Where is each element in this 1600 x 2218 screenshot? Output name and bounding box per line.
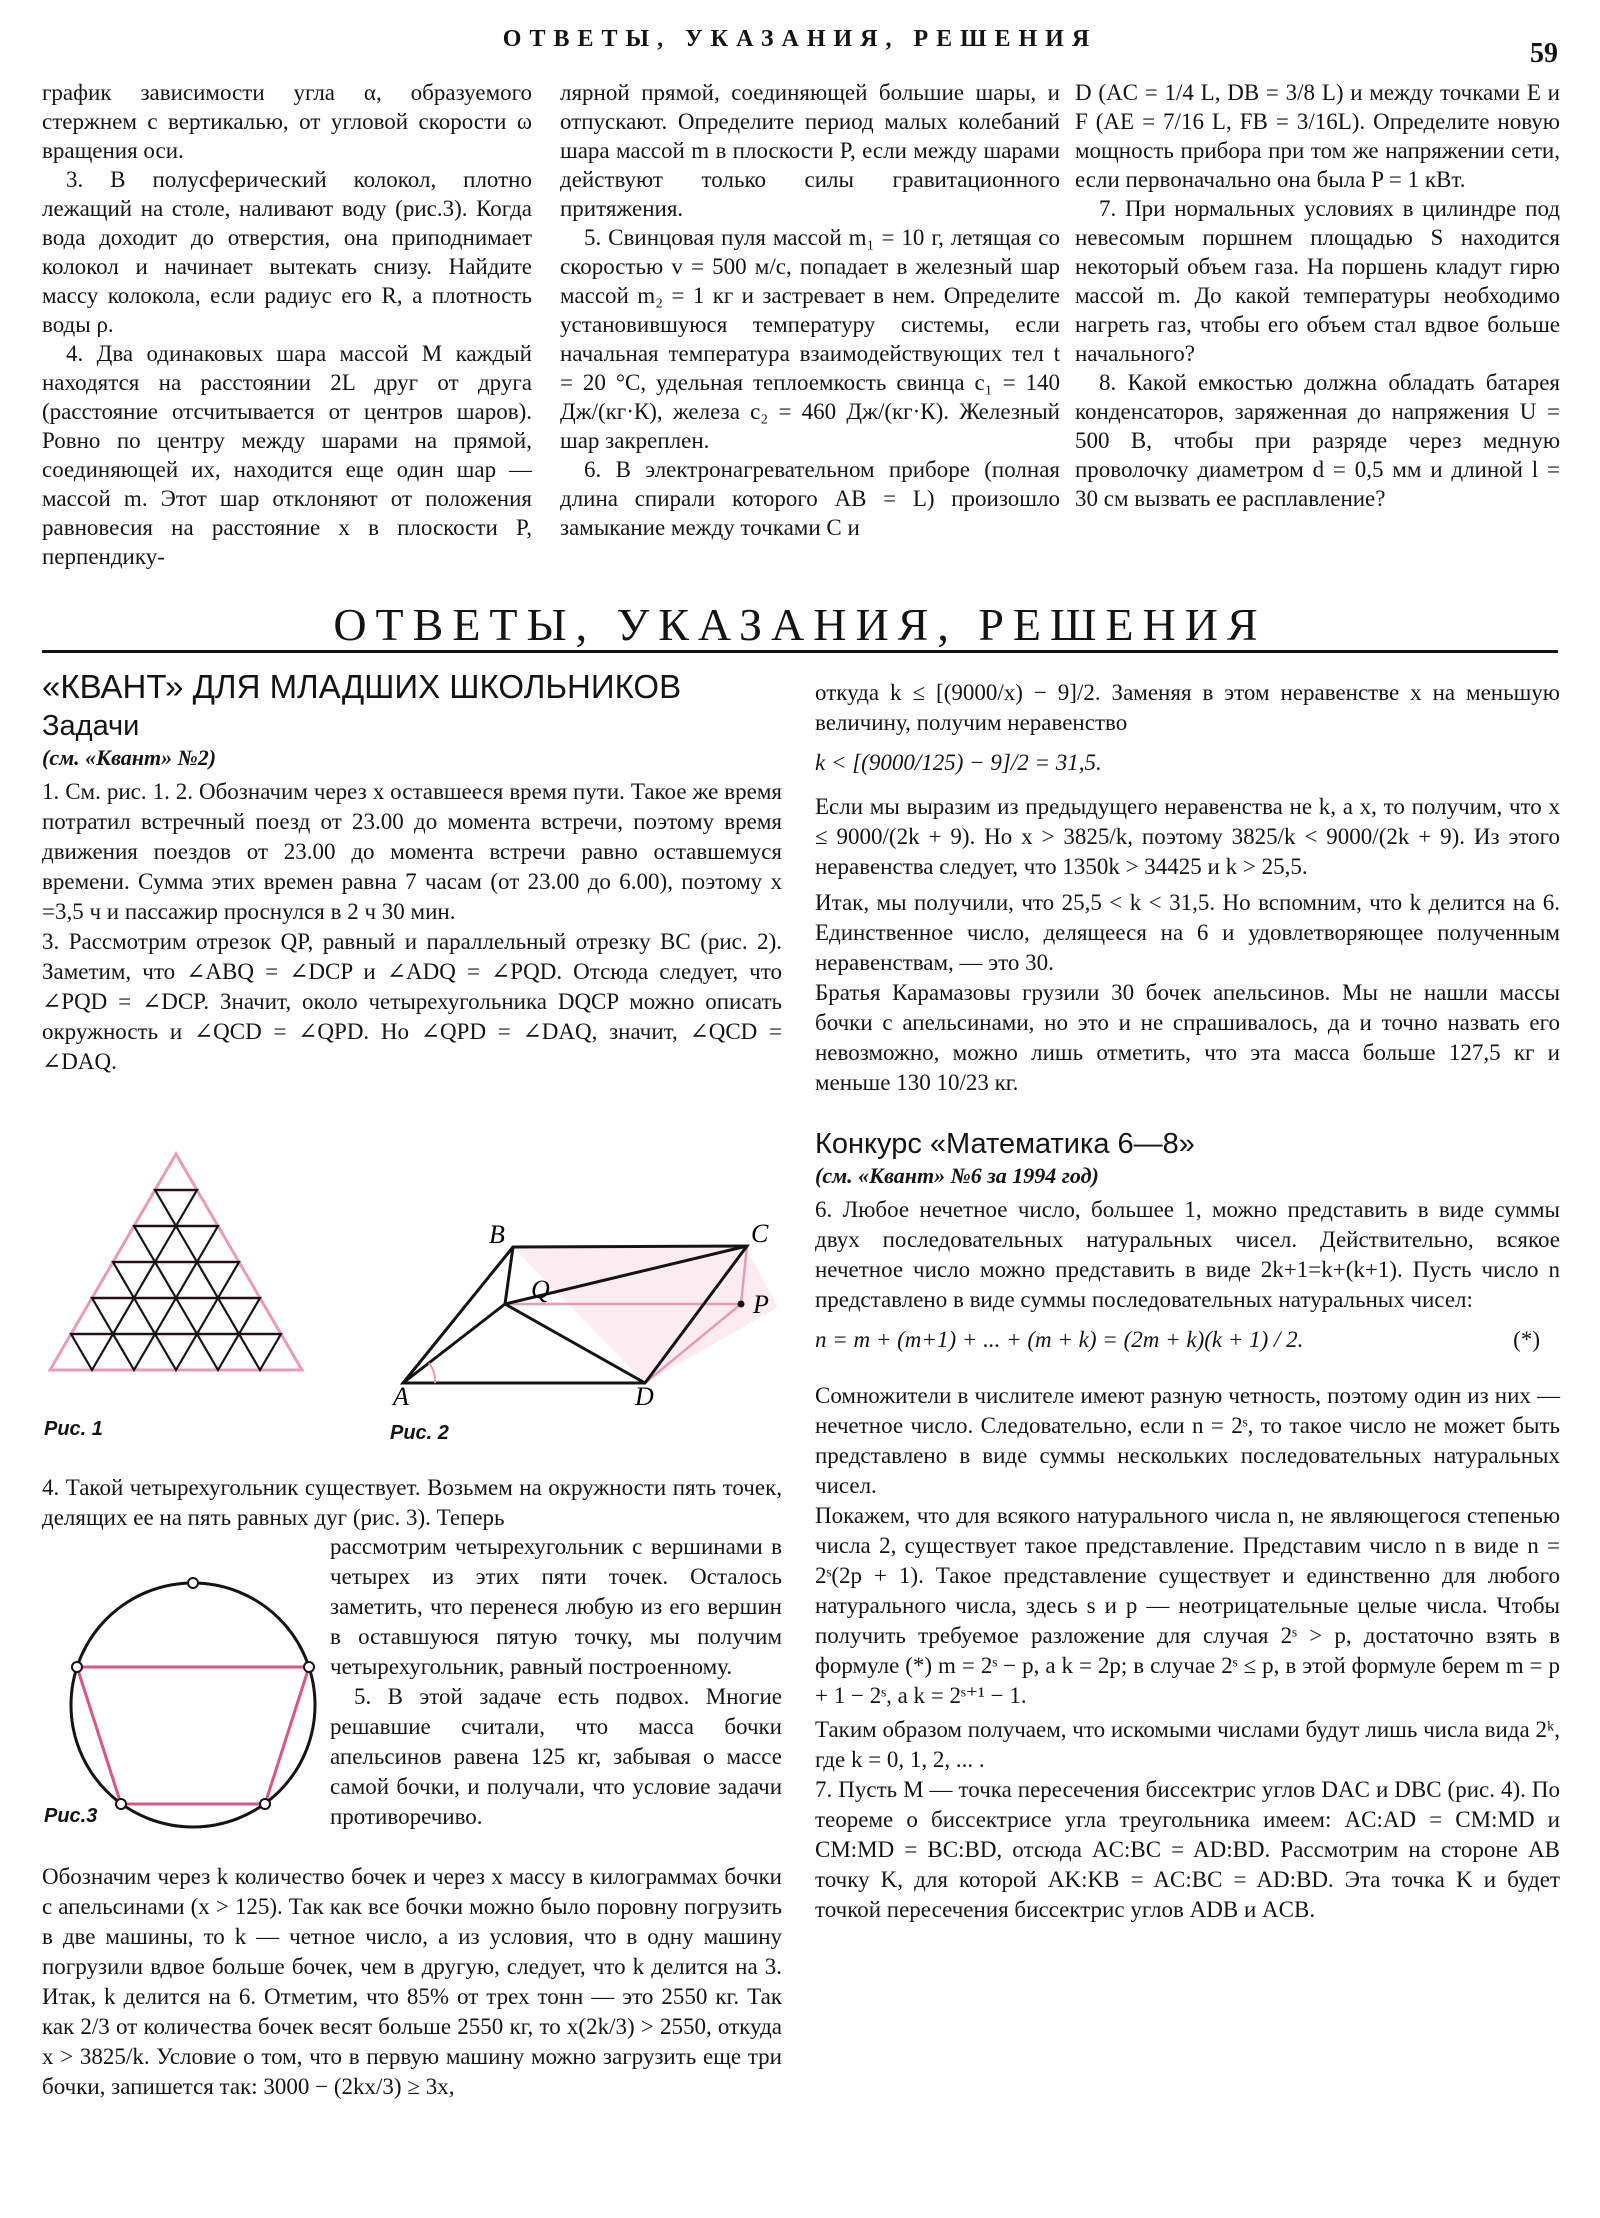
answer-4-intro bbox=[42, 1473, 782, 1533]
top-col2-para-3: 6. В электронагревательном приборе (полная длина спирали которого AB = L) произошло замыкание между точками C и bbox=[560, 457, 1060, 540]
quadrilateral bbox=[77, 1667, 309, 1804]
answer-6-parity: Сомножители в числителе имеют разную четность, поэтому один из них — нечетное число. Следовательно, если n = 2ˢ, то такое число не может быть представлено в виде суммы нескольких последовательных натуральных чисел. bbox=[815, 1383, 1560, 1498]
answer-5-intro: 5. В этой задаче есть подвох. Многие решавшие считали, что масса бочки апельсинов равена 125 кг, забывая о массе самой бочки, и получали, что условие задачи противоречиво. bbox=[330, 1684, 782, 1829]
formula-star-mark: (*) bbox=[1513, 1327, 1540, 1352]
small-triangle bbox=[176, 1226, 218, 1262]
small-triangle bbox=[113, 1262, 155, 1298]
answer-5-conclusion: Итак, мы получили, что 25,5 < k < 31,5. Но вспомним, что k делится на 6. Единственное число, делящееся на 6 и удовлетворяющее полученным неравенствам, — это 30. bbox=[815, 890, 1560, 975]
label-q: Q bbox=[531, 1275, 550, 1304]
label-b: B bbox=[489, 1220, 505, 1249]
top-column-3 bbox=[1075, 78, 1560, 513]
figure-3-caption: Рис.3 bbox=[44, 1805, 98, 1827]
figure-1-triangle-grid bbox=[48, 1148, 310, 1376]
answer-4-rest: рассмотрим четырехугольник с вершинами в четырех из этих пяти точек. Осталось заметить, что перенеся любую из его вершин в оставшуюся пятую точку, мы получим четырехугольник, равный построенному. bbox=[330, 1534, 782, 1679]
answer-6-result: Таким образом получаем, что искомыми числами будут лишь числа вида 2ᵏ, где k = 0, 1, 2, ... . bbox=[815, 1717, 1560, 1772]
small-triangle bbox=[134, 1226, 176, 1262]
title-rule bbox=[42, 650, 1558, 653]
contest-heading: Конкурс «Математика 6—8» bbox=[815, 1128, 1195, 1160]
top-col3-para-1: D (AC = 1/4 L, DB = 3/8 L) и между точками E и F (AE = 7/16 L, FB = 3/16L). Определите новую мощность прибора при том же напряжении сети, если первоначально она была P = 1 кВт. bbox=[1075, 80, 1560, 192]
answer-3: 3. Рассмотрим отрезок QP, равный и параллельный отрезку BC (рис. 2). Заметим, что ∠ABQ = ∠DCP и ∠ADQ = ∠PQD. Отсюда следует, что ∠PQD = ∠DCP. Значит, около четырехугольника DQCP можно описать окружность и ∠QCD = ∠QPD. Но ∠QPD = ∠DAQ, значит, ∠QCD = ∠DAQ. bbox=[42, 929, 782, 1074]
answers-title: ОТВЕТЫ, УКАЗАНИЯ, РЕШЕНИЯ bbox=[333, 599, 1267, 650]
answer-5-x-bound: Если мы выразим из предыдущего неравенства не k, а x, то получим, что x ≤ 9000/(2k + 9). Но x > 3825/k, поэтому 3825/k < 9000/(2k + 9). Из этого неравенства следует, что 1350k > 34425 и k > 25,5. bbox=[815, 794, 1560, 879]
top-col1-para-2: 3. В полусферический колокол, плотно лежащий на столе, наливают воду (рис.3). Когда вода доходит до отверстия, она приподнимает колокол и начинает вытекать снизу. Найдите массу колокола, если радиус его R, а плотность воды ρ. bbox=[42, 167, 532, 337]
small-triangle bbox=[92, 1298, 134, 1334]
figure-2-shaded-region bbox=[513, 1247, 778, 1383]
answer-5-body: Обозначим через k количество бочек и через x массу в килограммах бочки с апельсинами (x > 125). Так как все бочки можно было поровну погрузить в две машины, то k — четное число, а из условия, что в одну машину погрузили вдвое больше бочек, чем в другую, следует, что k делится на 3. Итак, k делится на 6. Отметим, что 85% от трех тонн — это 2550 кг. Так как 2/3 от количества бочек весят больше 2550 кг, то x(2k/3) > 2550, откуда x > 3825/k. Условие о том, что в первую машину можно загрузить еще три бочки, запишется так: 3000 − (2kx/3) ≥ 3x, bbox=[42, 1864, 782, 2099]
figure-2-caption: Рис. 2 bbox=[390, 1422, 449, 1444]
answer-1-2: 1. См. рис. 1. 2. Обозначим через x оставшееся время пути. Такое же время потратил встречный поезд от 23.00 до момента встречи, поэтому время движения поездов от 23.00 до момента встречи равно оставшемуся времени. Сумма этих времен равна 7 часам (от 23.00 до 6.00), поэтому x =3,5 ч и пассажир проснулся в 2 ч 30 мин. bbox=[42, 779, 782, 924]
source-reference: (см. «Квант» №2) bbox=[42, 745, 217, 770]
right-column bbox=[815, 678, 1560, 1925]
figure-3-circle bbox=[60, 1570, 330, 1840]
top-column-2 bbox=[560, 78, 1060, 542]
contest-source: (см. «Квант» №6 за 1994 год) bbox=[815, 1163, 1099, 1188]
small-triangle bbox=[71, 1334, 113, 1370]
small-triangle bbox=[218, 1298, 260, 1334]
top-col2-para-2: 5. Свинцовая пуля массой m₁ = 10 г, летящая со скоростью v = 500 м/с, попадает в железный шар массой m₂ = 1 кг и застревает в нем. Определите установившуюся температуру системы, если начальная температура взаимодействующих тел t = 20 °С, удельная теплоемкость свинца c₁ = 140 Дж/(кг·К), железа c₂ = 460 Дж/(кг·К). Железный шар закреплен. bbox=[560, 225, 1060, 453]
section-heading: «КВАНТ» ДЛЯ МЛАДШИХ ШКОЛЬНИКОВ bbox=[42, 668, 682, 705]
figure-1-caption: Рис. 1 bbox=[44, 1418, 103, 1440]
small-triangle bbox=[113, 1334, 155, 1370]
point-p bbox=[738, 1301, 745, 1308]
answer-4-first: 4. Такой четырехугольник существует. Возьмем на окружности пять точек, делящих ее на пять равных дуг (рис. 3). Теперь bbox=[42, 1475, 782, 1530]
angle-mark-a bbox=[429, 1363, 435, 1383]
five-points bbox=[72, 1578, 314, 1809]
answer-5-final: Братья Карамазовы грузили 30 бочек апельсинов. Мы не нашли массы бочки с апельсинами, но это и не спрашивалось, да и точно назвать его невозможно, можно лишь отметить, что эта масса больше 127,5 кг и меньше 130 10/23 кг. bbox=[815, 980, 1560, 1095]
answer-7: 7. Пусть M — точка пересечения биссектрис углов DAC и DBC (рис. 4). По теореме о биссектрисе угла треугольника имеем: AC:AD = CM:MD и CM:MD = BC:BD, отсюда AC:BC = AD:BD. Рассмотрим на стороне AB точку K, для которой AK:KB = AC:BC = AD:BD. Эта точка K и будет точкой пересечения биссектрис углов ADB и ACB. bbox=[815, 1777, 1560, 1922]
page-number: 59 bbox=[1530, 38, 1558, 69]
answer-6-intro: 6. Любое нечетное число, большее 1, можно представить в виде суммы двух последовательных натуральных чисел. Действительно, всякое нечетное число можно представить в виде 2k+1=k+(k+1). Пусть число n представлено в виде суммы последовательных натуральных чисел: bbox=[815, 1197, 1560, 1312]
small-triangle bbox=[134, 1298, 176, 1334]
label-c: C bbox=[751, 1219, 769, 1248]
circle bbox=[71, 1583, 315, 1827]
segment-aq bbox=[403, 1304, 505, 1383]
left-column-lower bbox=[42, 1862, 782, 2102]
small-triangle bbox=[155, 1334, 197, 1370]
top-col1-para-1: график зависимости угла α, образуемого стержнем с вертикалью, от угловой скорости ω вращения оси. bbox=[42, 80, 532, 163]
left-column-upper bbox=[42, 668, 782, 1077]
top-column-1 bbox=[42, 78, 532, 571]
answer-6-construction: Покажем, что для всякого натурального числа n, не являющегося степенью числа 2, существует такое представление. Представим число n в виде n = 2ˢ(2p + 1). Такое представление существует и единственно для любого натурального числа, здесь s и p — неотрицательные целые числа. Чтобы получить требуемое разложение для случая 2ˢ > p, достаточно взять в формуле (*) m = 2ˢ − p, a k = 2p; в случае 2ˢ ≤ p, в этой формуле берем m = p + 1 − 2ˢ, a k = 2ˢ⁺¹ − 1. bbox=[815, 1503, 1560, 1708]
small-triangle bbox=[197, 1262, 239, 1298]
formula-k-bound: k < [(9000/125) − 9]/2 = 31,5. bbox=[815, 750, 1102, 775]
answer-5-continued: откуда k ≤ [(9000/x) − 9]/2. Заменяя в этом неравенстве x на меньшую величину, получим неравенство bbox=[815, 680, 1560, 735]
top-col3-para-2: 7. При нормальных условиях в цилиндре под невесомым поршнем площадью S находится некоторый объем газа. На поршень кладут гирю массой m. До какой температуры необходимо нагреть газ, чтобы его объем стал вдвое больше начального? bbox=[1075, 196, 1560, 366]
small-triangle bbox=[197, 1334, 239, 1370]
formula-star: n = m + (m+1) + ... + (m + k) = (2m + k)(k + 1) / 2. bbox=[815, 1327, 1304, 1352]
small-triangle bbox=[155, 1190, 197, 1226]
answer-4-5-block bbox=[330, 1532, 782, 1832]
subsection-heading: Задачи bbox=[42, 710, 140, 742]
small-triangle bbox=[176, 1298, 218, 1334]
top-col2-para-1: лярной прямой, соединяющей большие шары, и отпускают. Определите период малых колебаний шара массой m в плоскости P, если между шарами действуют только силы гравитационного притяжения. bbox=[560, 80, 1060, 221]
formula-star-row bbox=[815, 1325, 1560, 1369]
top-col3-para-3: 8. Какой емкостью должна обладать батарея конденсаторов, заряженная до напряжения U = 500 В, чтобы при разряде через медную проволочку диаметром d = 0,5 мм и длиной l = 30 см вызвать ее расплавление? bbox=[1075, 370, 1560, 511]
running-title: ОТВЕТЫ, УКАЗАНИЯ, РЕШЕНИЯ bbox=[502, 26, 1098, 52]
figure-2-parallelogram bbox=[385, 1215, 785, 1405]
label-p: P bbox=[753, 1290, 769, 1319]
small-triangle bbox=[239, 1334, 281, 1370]
small-triangle bbox=[155, 1262, 197, 1298]
top-col1-para-3: 4. Два одинаковых шара массой M каждый находятся на расстоянии 2L друг от друга (расстояние отсчитывается от центров шаров). Ровно по центру между шарами на прямой, соединяющей их, находится еще один шар — массой m. Этот шар отклоняют от положения равновесия на расстояние x в плоскости P, перпендику- bbox=[42, 341, 532, 569]
label-d: D bbox=[635, 1382, 654, 1405]
label-a: A bbox=[393, 1382, 409, 1405]
